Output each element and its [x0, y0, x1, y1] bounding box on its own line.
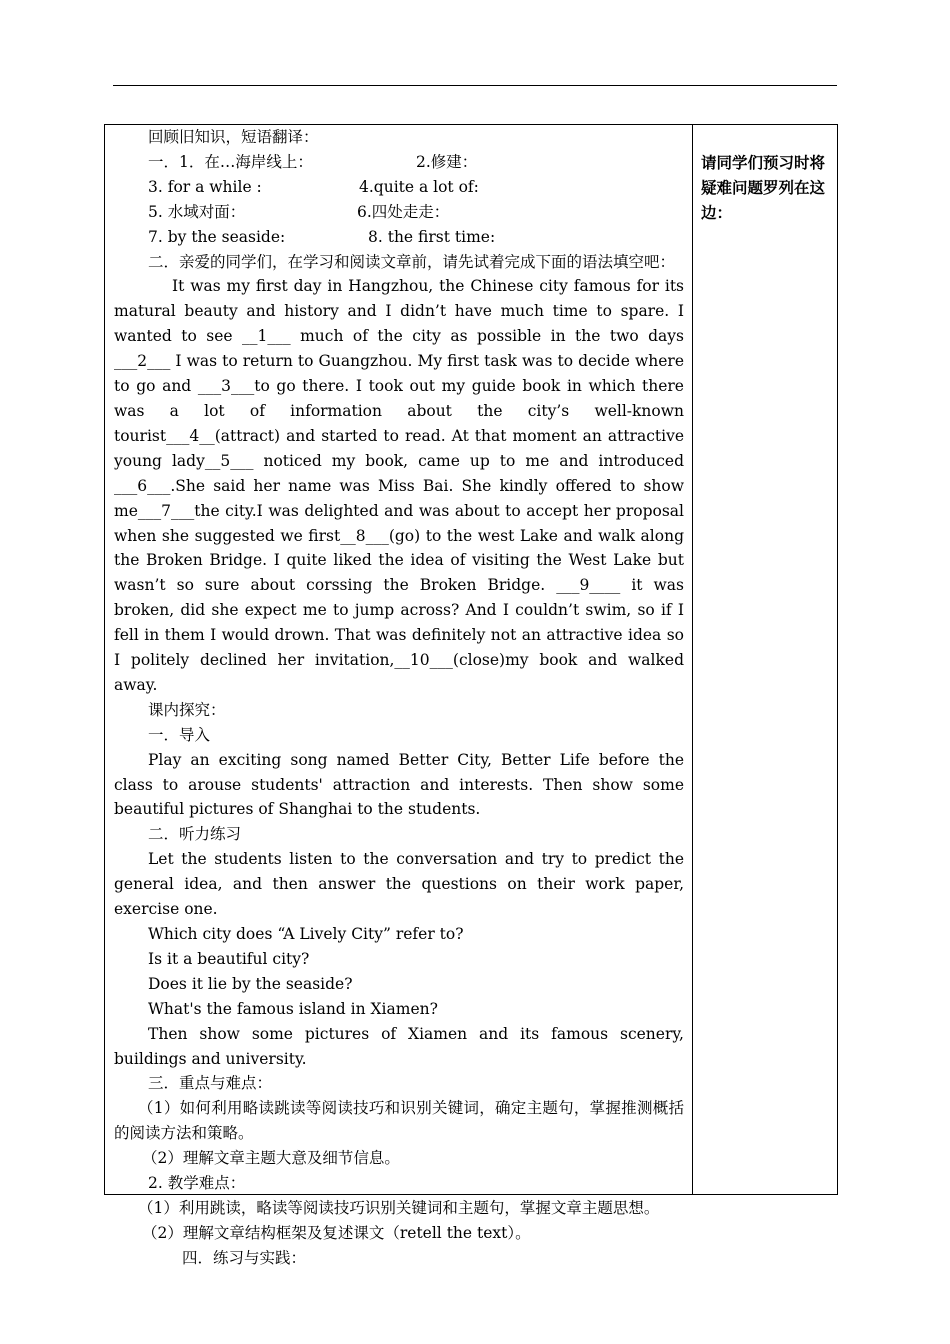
column-divider — [692, 125, 693, 1194]
section-4-title: 四．练习与实践： — [182, 1248, 307, 1267]
header-rule — [113, 85, 837, 86]
phrase-3: 3. for a while : — [148, 177, 262, 196]
section-2-title: 二．听力练习 — [148, 825, 242, 844]
review-heading: 回顾旧知识，短语翻译： — [148, 128, 319, 146]
main-column — [114, 125, 684, 1271]
section-1-text: Play an exciting song named Better City, Better Life before the class to arouse students' attraction and interests. Then show some beautiful pictures of Shanghai to the students. — [114, 750, 684, 819]
key-point-2: （2）理解文章主题大意及细节信息。 — [142, 1149, 400, 1168]
difficulty-1: （1）利用跳读，略读等阅读技巧识别关键词和主题句，掌握文章主题思想。 — [138, 1198, 660, 1217]
phrase-6: 6.四处走走： — [357, 202, 450, 221]
question-2: Is it a beautiful city? — [148, 949, 310, 968]
section-3-title: 三．重点与难点： — [148, 1074, 273, 1093]
section-1-title: 一．导入 — [148, 725, 211, 744]
review-row-3 — [114, 200, 684, 225]
inclass-heading: 课内探究： — [148, 700, 226, 719]
notes-prompt: 请同学们预习时将疑难问题罗列在这边： — [701, 154, 826, 222]
notes-column — [701, 151, 833, 226]
phrase-4: 4.quite a lot of: — [359, 177, 479, 196]
difficulty-title: 2. 教学难点： — [148, 1174, 246, 1193]
phrase-1: 一．1．在…海岸线上： — [148, 152, 313, 171]
phrase-7: 7. by the seaside: — [148, 227, 286, 246]
review-row-2 — [114, 175, 684, 200]
difficulty-2: （2）理解文章结构框架及复述课文（retell the text）。 — [142, 1223, 531, 1242]
cloze-passage: It was my first day in Hangzhou, the Chinese city famous for its matural beauty and history and I didn’t have much time to spare. I wanted to see __1___ much of the city as possible in the two days ___2___ I was to return to Guangzhou. My first task was to decide where to go and ___3___to go there. I took out my guide book in which there was a lot of information about the city’s well-known tourist___4__(attract) and started to read. At that moment an attractive young lady__5___ noticed my book, came up to me and introduced ___6___.She said her name was Miss Bai. She kindly offered to show me___7___the city.I was delighted and was about to accept her proposal when she suggested we first__8___(go) to the west Lake and walk along the Broken Bridge. I quite liked the idea of visiting the West Lake but wasn’t so sure about corssing the Broken Bridge. ___9____ it was broken, did she expect me to jump across? And I couldn’t swim, so if I fell in them I would drown. That was definitely not an attractive idea so I politely declined her invitation,__10___(close)my book and walked away. — [114, 277, 684, 694]
section-2-text: Let the students listen to the conversation and try to predict the general idea, and then answer the questions on their work paper, exercise one. — [114, 850, 684, 919]
phrase-5: 5. 水域对面： — [148, 202, 246, 221]
review-row-4 — [114, 225, 684, 250]
section-2-followup: Then show some pictures of Xiamen and its famous scenery, buildings and university. — [114, 1024, 684, 1068]
cloze-instruction: 二．亲爱的同学们，在学习和阅读文章前，请先试着完成下面的语法填空吧： — [148, 252, 676, 271]
question-4: What's the famous island in Xiamen? — [148, 999, 438, 1018]
question-3: Does it lie by the seaside? — [148, 974, 353, 993]
question-1: Which city does “A Lively City” refer to? — [148, 925, 464, 943]
phrase-2: 2.修建： — [416, 152, 478, 171]
phrase-8: 8. the first time: — [368, 227, 496, 246]
lesson-table — [104, 124, 838, 1267]
review-row-1 — [114, 150, 684, 175]
key-point-1: （1）如何利用略读跳读等阅读技巧和识别关键词，确定主题句，掌握推测概括的阅读方法和策略。 — [114, 1099, 684, 1143]
